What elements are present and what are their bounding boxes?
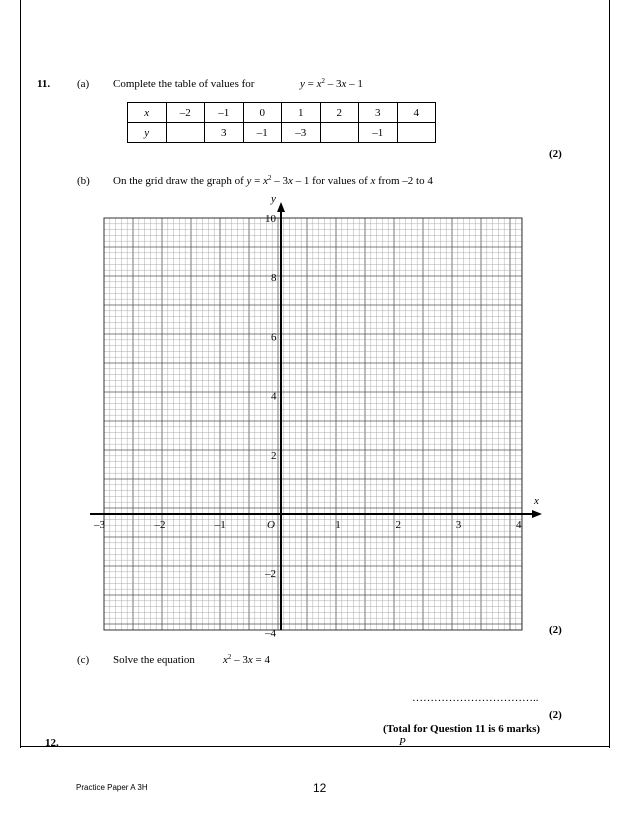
x-axis-arrow — [532, 510, 542, 518]
table-answer-cell[interactable] — [320, 123, 359, 143]
part-a-label: (a) — [77, 78, 90, 90]
y-tick-label: 2 — [271, 449, 277, 462]
part-b-marks: (2) — [549, 624, 562, 636]
x-tick-label: –3 — [94, 519, 105, 531]
origin-label: O — [267, 519, 275, 531]
x-tick-label: –2 — [154, 519, 166, 531]
x-tick-label: 3 — [455, 519, 462, 531]
part-a-marks: (2) — [549, 148, 562, 160]
page-frame-left — [20, 0, 21, 748]
table-header-y: y — [128, 123, 167, 143]
part-c-text: Solve the equation — [113, 654, 195, 666]
footer-paper-name: Practice Paper A 3H — [76, 783, 148, 792]
values-table — [127, 102, 436, 143]
answer-line[interactable]: …………………………….. — [412, 692, 539, 704]
x-tick-label: 4 — [516, 519, 522, 531]
table-cell: –1 — [359, 123, 398, 143]
table-cell: 3 — [205, 123, 244, 143]
x-tick-label: 1 — [335, 519, 341, 531]
y-tick-label: 6 — [271, 331, 277, 344]
part-b-text: On the grid draw the graph of $y = x^2 - 3x - 1$ for values of x from –2 to 4 — [113, 174, 433, 187]
y-tick-label: 10 — [265, 213, 276, 225]
page-number: 12 — [313, 781, 327, 795]
question-12-number: 12. — [45, 737, 59, 749]
table-row-x — [128, 103, 436, 123]
part-a-equation: $y = x^2 - 3x - 1$ — [300, 77, 363, 90]
question-number: 11. — [37, 78, 51, 90]
y-tick-label: 4 — [271, 390, 277, 403]
grid-lines — [104, 218, 522, 630]
part-c-marks: (2) — [549, 709, 562, 721]
graph-grid[interactable] — [90, 190, 550, 640]
part-c-label: (c) — [77, 654, 90, 666]
table-cell: 3 — [359, 103, 398, 123]
table-cell: 2 — [320, 103, 359, 123]
table-cell: –1 — [243, 123, 282, 143]
y-axis-label: y — [271, 193, 276, 205]
x-tick-label: 2 — [395, 519, 401, 531]
table-cell: –1 — [205, 103, 244, 123]
part-a-text: Complete the table of values for — [113, 78, 255, 90]
table-row-y — [128, 123, 436, 143]
part-c-equation: $x^2 - 3x = 4$ — [223, 653, 270, 666]
page-frame-right — [609, 0, 610, 748]
table-cell: 0 — [243, 103, 282, 123]
x-axis-label: x — [534, 495, 539, 507]
table-answer-cell[interactable] — [397, 123, 436, 143]
y-tick-label: 8 — [271, 272, 277, 285]
y-tick-label: –2 — [265, 568, 276, 581]
page-frame-bottom — [20, 746, 610, 747]
y-tick-label: –4 — [265, 627, 276, 640]
tick-labels — [93, 193, 539, 639]
y-axis-arrow — [277, 202, 285, 212]
table-cell: 4 — [397, 103, 436, 123]
table-header-x: x — [128, 103, 167, 123]
question-total: (Total for Question 11 is 6 marks) — [383, 723, 541, 735]
question-12-partial: P — [399, 736, 406, 748]
table-answer-cell[interactable] — [166, 123, 205, 143]
table-cell: –3 — [282, 123, 321, 143]
part-b-label: (b) — [77, 175, 90, 187]
x-tick-label: –1 — [214, 519, 226, 531]
table-cell: –2 — [166, 103, 205, 123]
table-cell: 1 — [282, 103, 321, 123]
